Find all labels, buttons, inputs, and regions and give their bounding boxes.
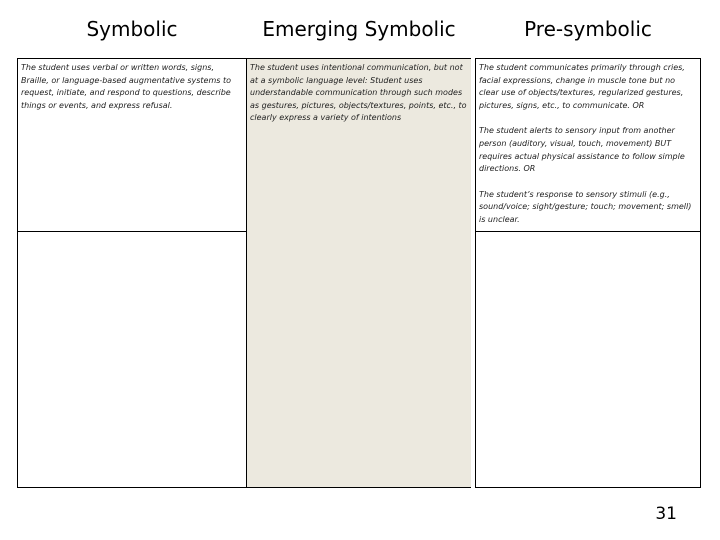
- description-paragraph: The student communicates primarily through cries, facial expressions, change in muscle tone but no clear use of objects/textures, regularized gestures, pictures, signs, etc., to communicate. OR: [479, 63, 685, 110]
- column-emerging-symbolic: [247, 0, 471, 488]
- column-body-symbolic: [17, 58, 247, 488]
- column-heading-symbolic: Symbolic: [17, 0, 247, 58]
- column-body-pre-symbolic: [475, 58, 701, 488]
- row-divider: [18, 231, 246, 232]
- description-paragraph: The student alerts to sensory input from another person (auditory, visual, touch, movement) BUT requires actual physical assistance to follow simple directions. OR: [479, 126, 685, 174]
- column-symbolic: [17, 0, 247, 488]
- row-divider: [476, 231, 700, 232]
- page-number: 31: [655, 504, 677, 524]
- description-cell-emerging-symbolic: [250, 62, 468, 138]
- description-paragraph: The student uses intentional communication, but not at a symbolic language level: Student uses understandable communication through such modes as gestures, pictures, objects/textures, points, etc., to clearly express a variety of intentions: [250, 63, 467, 123]
- description-paragraph: The student’s response to sensory stimuli (e.g., sound/voice; sight/gesture; touch; movement; smell) is unclear.: [479, 189, 692, 224]
- description-cell-symbolic: [21, 62, 243, 125]
- column-heading-emerging-symbolic: Emerging Symbolic: [247, 0, 471, 58]
- column-body-emerging-symbolic: [247, 58, 471, 488]
- column-pre-symbolic: [475, 0, 701, 488]
- description-cell-pre-symbolic: [479, 62, 697, 240]
- column-heading-pre-symbolic: Pre-symbolic: [475, 0, 701, 58]
- description-paragraph: The student uses verbal or written words, signs, Braille, or language-based augmentative systems to request, initiate, and respond to questions, describe things or events, and express refusal.: [21, 63, 232, 110]
